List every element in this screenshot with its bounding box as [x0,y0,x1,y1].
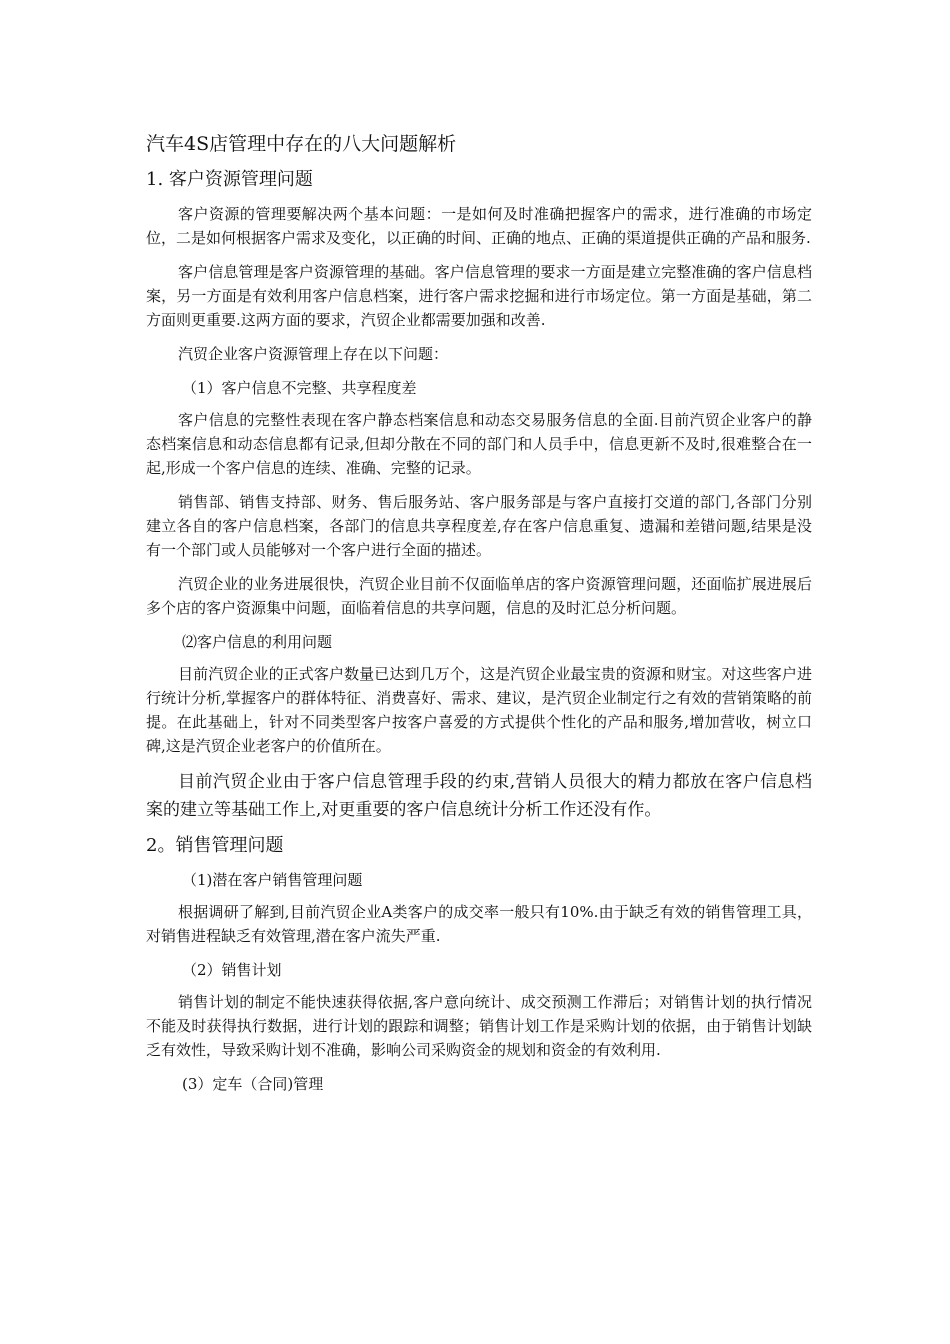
document-body [146,130,812,1104]
subheading-order-contract: (3）定车（合同)管理 [182,1075,324,1093]
section-heading-sales-management: 2。销售管理问题 [146,835,284,856]
paragraph: 销售部、销售支持部、财务、售后服务站、客户服务部是与客户直接打交道的部门,各部门分别建立各自的客户信息档案，各部门的信息共享程度差,存在客户信息重复、遗漏和差错问题,结果是没有一个部门或人员能够对一个客户进行全面的描述。 [146,493,812,559]
document-title: 汽车4S店管理中存在的八大问题解析 [146,133,457,155]
paragraph: 客户资源的管理要解决两个基本问题：一是如何及时准确把握客户的需求，进行准确的市场定位，二是如何根据客户需求及变化，以正确的时间、正确的地点、正确的渠道提供正确的产品和服务. [146,205,812,247]
subheading-potential-customers: （1)潜在客户销售管理问题 [182,871,363,889]
paragraph: 客户信息的完整性表现在客户静态档案信息和动态交易服务信息的全面.目前汽贸企业客户的静态档案信息和动态信息都有记录,但却分散在不同的部门和人员手中，信息更新不及时,很难整合在一起,形成一个客户信息的连续、准确、完整的记录。 [146,411,812,477]
subheading-info-utilization: ⑵客户信息的利用问题 [182,633,333,651]
paragraph: 根据调研了解到,目前汽贸企业A类客户的成交率一般只有10%.由于缺乏有效的销售管理工具，对销售进程缺乏有效管理,潜在客户流失严重. [146,903,812,945]
subheading-incomplete-info: （1）客户信息不完整、共享程度差 [182,379,417,397]
paragraph: 汽贸企业客户资源管理上存在以下问题： [178,345,449,363]
paragraph: 目前汽贸企业的正式客户数量已达到几万个，这是汽贸企业最宝贵的资源和财宝。对这些客户进行统计分析,掌握客户的群体特征、消费喜好、需求、建议，是汽贸企业制定行之有效的营销策略的前提。在此基础上，针对不同类型客户按客户喜爱的方式提供个性化的产品和服务,增加营收，树立口碑,这是汽贸企业老客户的价值所在。 [146,665,812,755]
paragraph: 目前汽贸企业由于客户信息管理手段的约束,营销人员很大的精力都放在客户信息档案的建立等基础工作上,对更重要的客户信息统计分析工作还没有作。 [146,772,812,820]
section-heading-customer-resources: 1. 客户资源管理问题 [146,169,313,190]
subheading-sales-plan: （2）销售计划 [182,961,282,979]
paragraph: 汽贸企业的业务进展很快，汽贸企业目前不仅面临单店的客户资源管理问题，还面临扩展进展后多个店的客户资源集中问题，面临着信息的共享问题，信息的及时汇总分析问题。 [146,575,812,617]
paragraph: 客户信息管理是客户资源管理的基础。客户信息管理的要求一方面是建立完整准确的客户信息档案，另一方面是有效利用客户信息档案，进行客户需求挖掘和进行市场定位。第一方面是基础，第二方面则更重要.这两方面的要求，汽贸企业都需要加强和改善. [146,263,812,329]
paragraph: 销售计划的制定不能快速获得依据,客户意向统计、成交预测工作滞后；对销售计划的执行情况不能及时获得执行数据，进行计划的跟踪和调整；销售计划工作是采购计划的依据，由于销售计划缺乏有效性，导致采购计划不准确，影响公司采购资金的规划和资金的有效利用. [146,993,812,1059]
